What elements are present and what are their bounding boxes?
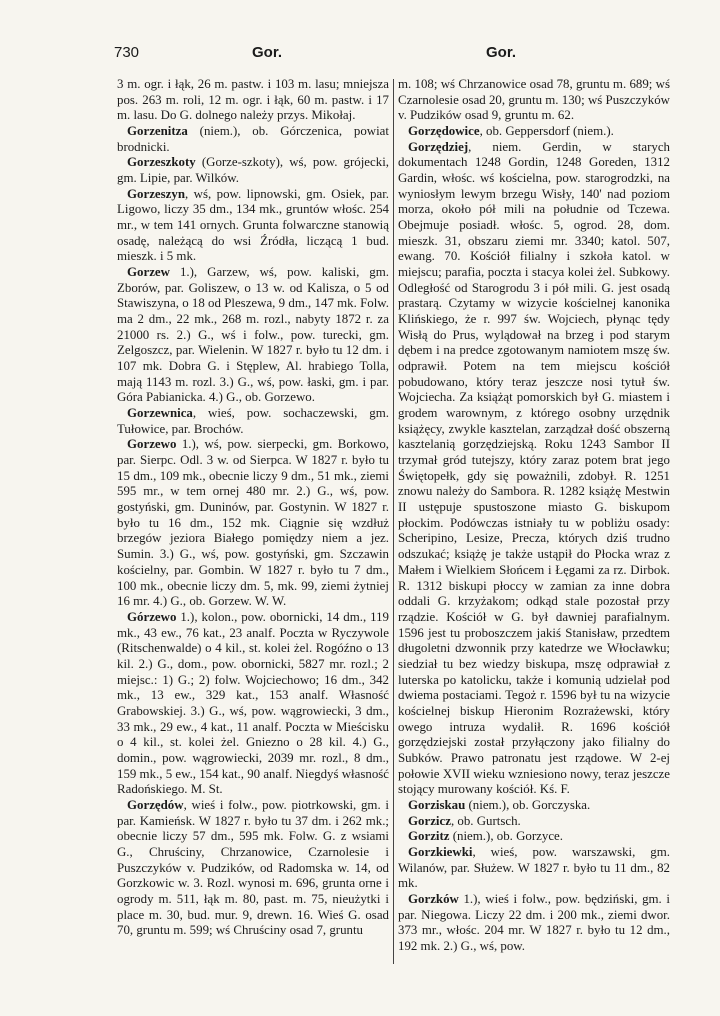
dictionary-entry bbox=[117, 265, 389, 406]
entry-headword: Gorzeszkoty bbox=[127, 155, 196, 170]
dictionary-entry bbox=[117, 798, 389, 939]
dictionary-entry bbox=[398, 829, 670, 845]
dictionary-entry bbox=[398, 140, 670, 798]
page-number: 730 bbox=[114, 44, 140, 61]
entry-body: 1.), wś, pow. sierpecki, gm. Borkowo, par. Sierpc. Odl. 3 w. od Sierpca. W 1827 r. było tu 15 dm., 109 mk., obecnie liczy 9 dm., 51 mk., ziemi 595 mr., w tem ornej 480 mr. 2.) G., wś, pow. gostyński, gm. Duninów, par. Gostynin. W 1827 r. było tu 16 dm., 152 mk. Ciągnie się wzdłuż brzegów jeziora Białego pomiędzy niem a jez. Sumin. 3.) G., wś, pow. gostyński, gm. Szczawin kościelny, par. Gombin. W 1827 r. było tu 7 dm., 100 mk., obecnie liczy dm. 5, mk. 99, ziemi żytniej 16 mr. 4.) G., ob. Gorzew. W. W. bbox=[117, 437, 389, 609]
entry-body: 1.), Garzew, wś, pow. kaliski, gm. Zborów, par. Goliszew, o 13 w. od Kalisza, o 5 od Stawiszyna, o 18 od Pleszewa, 9 dm., 147 mk. Folw. ma 2 dm., 22 mk., 268 m. rozl., nabyty 1872 r. za 21000 rs. 2.) G., wś i folw., pow. turecki, gm. Zelgoszcz, par. Wielenin. W 1827 r. było tu 12 dm. i 107 mk. Dobra G. i Stęplew, Al. hrabiego Tolla, mają 1143 m. rozl. 3.) G., wś, pow. łaski, gm. i par. Góra Pabianicka. 4.) G., ob. Gorzewo. bbox=[117, 265, 389, 405]
entry-headword: Gorzędziej bbox=[408, 139, 469, 154]
dictionary-entry bbox=[117, 187, 389, 265]
dictionary-entry bbox=[117, 610, 389, 798]
column-divider bbox=[393, 79, 394, 964]
entry-body: (niem.), ob. Górczenica, powiat brodnicki. bbox=[117, 124, 389, 154]
dictionary-entry bbox=[117, 437, 389, 609]
entry-body: , wieś, pow. sochaczewski, gm. Tułowice, par. Brochów. bbox=[117, 406, 389, 436]
entry-body: , niem. Gerdin, w starych dokumentach 1248 Gordin, 1248 Goreden, 1312 Gardin, włośc. wś kościelna, pow. starogrodzki, na wyniosłym lewym brzegu Wisły, 140' nad poziom morza, około pół mili na południe od Tczewa. Obejmuje posiadł. włośc. 5, ogrod. 28, dom. mieszk. 31, obszaru ziemi mr. 3340; katol. 507, ewang. 70. Kościół filialny i szkoła katol. w miejscu; parafia, poczta i stacya kolei żel. Subkowy. Odległość od Starogrodu 3 i pół mili. G. jest osadą prastarą. Czytamy w wizycie kościelnej kanonika Klińskiego, że r. 997 św. Wojciech, płynąc tędy Wisłą do Prus, wylądował na brzeg i pod starym dębem i na predce zgotowanym namiotem mszę św. odprawił. Potem na tem miejscu kościół pobudowano, który teraz jeszcze nosi tytuł św. Wojciecha. Za książąt pomorskich był G. miastem i grodem warownym, z którego osobny urzędnik książęcy, zwykle kasztelan, zarządzał dość obszerną kasztelanią gorzędziejską. Roku 1243 Sambor II trzymał gród tutejszy, który zaraz potem brat jego Świętopełk, gdy się poważnili, zdobył. R. 1251 znowu należy do Sambora. R. 1282 książę Mestwin II ustępuje spustoszone miasto G. biskupom płockim. Podówczas istniały tu w pobliżu osady: Scheripino, Lesize, Precza, których dziś trudno odszukać; książę je także ustąpił do Płocka wraz z Małem i Wielkiem Słońcem i Łęgami za rz. Dirbok. R. 1312 biskupi płoccy w zamian za inne dobra oddali G. krzyżakom; odkąd stale pozostał przy rządzie. Kościół w G. był dawniej parafialnym. 1596 jest tu proboszczem jakiś Stanisław, przedtem długoletni dzwonnik przy katedrze we Włocławku; siedział tu bez wiedzy biskupa, mszę odprawiał z luterska po katolicku, także i komunią udzielał pod dwiema postaciami. Tegoż r. 1596 był tu na wizycie kościelnej biskup Hieronim Rozrażewski, który owego intruza wydalił. R. 1696 kościół gorzędziejski został przyłączony jako filialny do Subków. Prawo patronatu jest rządowe. W 2-ej połowie XVII wieku wzniesiono nowy, teraz jeszcze stojący murowany kościół. Kś. F. bbox=[398, 139, 670, 797]
entry-body: , ob. Gurtsch. bbox=[450, 813, 521, 828]
entry-body: (Gorze-szkoty), wś, pow. grójecki, gm. Lipie, par. Wilków. bbox=[117, 155, 389, 186]
entry-body: (niem.), ob. Gorzyce. bbox=[449, 829, 563, 844]
entry-headword: Gorzenitza bbox=[127, 124, 188, 139]
dictionary-entry bbox=[398, 892, 670, 955]
continued-entry: m. 108; wś Chrzanowice osad 78, gruntu m. 689; wś Czarnolesie osad 20, gruntu m. 130; wś Puszczyków v. Pudzików osad 9, gruntu m. 62. bbox=[398, 77, 670, 123]
entry-headword: Górzewo bbox=[127, 609, 177, 624]
entry-headword: Gorzitz bbox=[408, 829, 450, 844]
entry-body: 1.), wieś i folw., pow. będziński, gm. i par. Niegowa. Liczy 22 dm. i 200 mk., ziemi dwor. 373 mr., włośc. 204 mr. W 1827 r. było tu 12 dm., 192 mk. 2.) G., wś, pow. bbox=[398, 891, 670, 953]
entry-body: , wś, pow. lipnowski, gm. Osiek, par. Ligowo, liczy 35 dm., 134 mk., gruntów włośc. 254 mr., w tem 141 ornych. Grunta folwarczne stanowią osadę, należącą do wsi Źródła, liczącą 1 bud. mieszk. i 5 mk. bbox=[117, 186, 389, 264]
dictionary-entry bbox=[398, 124, 670, 140]
entry-headword: Gorzków bbox=[408, 891, 459, 906]
entry-headword: Gorzędów bbox=[127, 797, 184, 812]
entry-body: , ob. Geppersdorf (niem.). bbox=[479, 124, 614, 139]
entry-body: , wieś, pow. warszawski, gm. Wilanów, par. Służew. W 1827 r. było tu 11 dm., 82 mk. bbox=[398, 844, 670, 891]
left-column bbox=[117, 77, 389, 982]
entry-headword: Gorziskau bbox=[408, 797, 466, 812]
dictionary-entry bbox=[398, 845, 670, 892]
dictionary-entry bbox=[117, 406, 389, 437]
entry-body: , wieś i folw., pow. piotrkowski, gm. i par. Kamieńsk. W 1827 r. było tu 37 dm. i 262 mk.; obecnie liczy 57 dm., 595 mk. Folw. G. z wsiami G., Chruściny, Chrzanowice, Czarnolesie i Puszczyków v. Pudzików, od Radomska w. 14, od Gorzkowic w. 3. Rozl. wynosi m. 696, grunta orne i ogrody m. 511, łąk m. 80, past. m. 75, nieużytki i place m. 30, bud. mur. 9, drewn. 16. Wieś G. osad 70, gruntu m. 599; wś Chruściny osad 7, gruntu bbox=[117, 797, 389, 938]
dictionary-entry bbox=[117, 155, 389, 186]
continued-entry: 3 m. ogr. i łąk, 26 m. pastw. i 103 m. lasu; mniejsza pos. 263 m. roli, 12 m. ogr. i łąk, 60 m. pastw. i 17 m. lasu. Do G. dolnego należy przys. Mikołaj. bbox=[117, 77, 389, 123]
left-running-head: Gor. bbox=[252, 44, 283, 61]
dictionary-entry bbox=[117, 124, 389, 155]
entry-body: (niem.), ob. Gorczyska. bbox=[465, 797, 591, 812]
entry-headword: Gorzewnica bbox=[127, 406, 193, 421]
entry-headword: Gorzew bbox=[127, 265, 170, 280]
entry-body: 1.), kolon., pow. obornicki, 14 dm., 119 mk., 43 ew., 76 kat., 23 analf. Poczta w Ryczywole (Ritschenwalde) o 4 kil., st. kolei żel. Rogóźno o 13 kil. 2.) G., dom., pow. obornicki, 5827 mr. rozl.; 2 miejsc.: 1) G.; 2) folw. Wojciechowo; 16 dm., 342 mk., 13 ew., 329 kat., 153 analf. Własność Grabowskiej. 3.) G., wś, pow. wągrowiecki, 3 dm., 33 mk., 29 ew., 4 kat., 11 analf. Poczta w Mieścisku o 4 kil., st. kolei żel. Gniezno o 28 kil. 4.) G., domin., pow. wągrowiecki, 2039 mr. rozl., 8 dm., 159 mk., 5 ew., 154 kat., 90 analf. Niegdyś własność Radońskiego. M. St. bbox=[117, 609, 389, 797]
dictionary-entry bbox=[398, 798, 670, 814]
dictionary-entry bbox=[398, 814, 670, 830]
entry-headword: Gorzicz bbox=[408, 813, 451, 828]
page-header bbox=[0, 44, 720, 66]
entry-headword: Gorzeszyn bbox=[127, 186, 185, 201]
entry-headword: Gorzewo bbox=[127, 437, 177, 452]
entry-headword: Gorzędowice bbox=[408, 124, 480, 139]
right-column bbox=[398, 77, 670, 982]
entry-headword: Gorzkiewki bbox=[408, 844, 473, 859]
right-running-head: Gor. bbox=[486, 44, 517, 61]
